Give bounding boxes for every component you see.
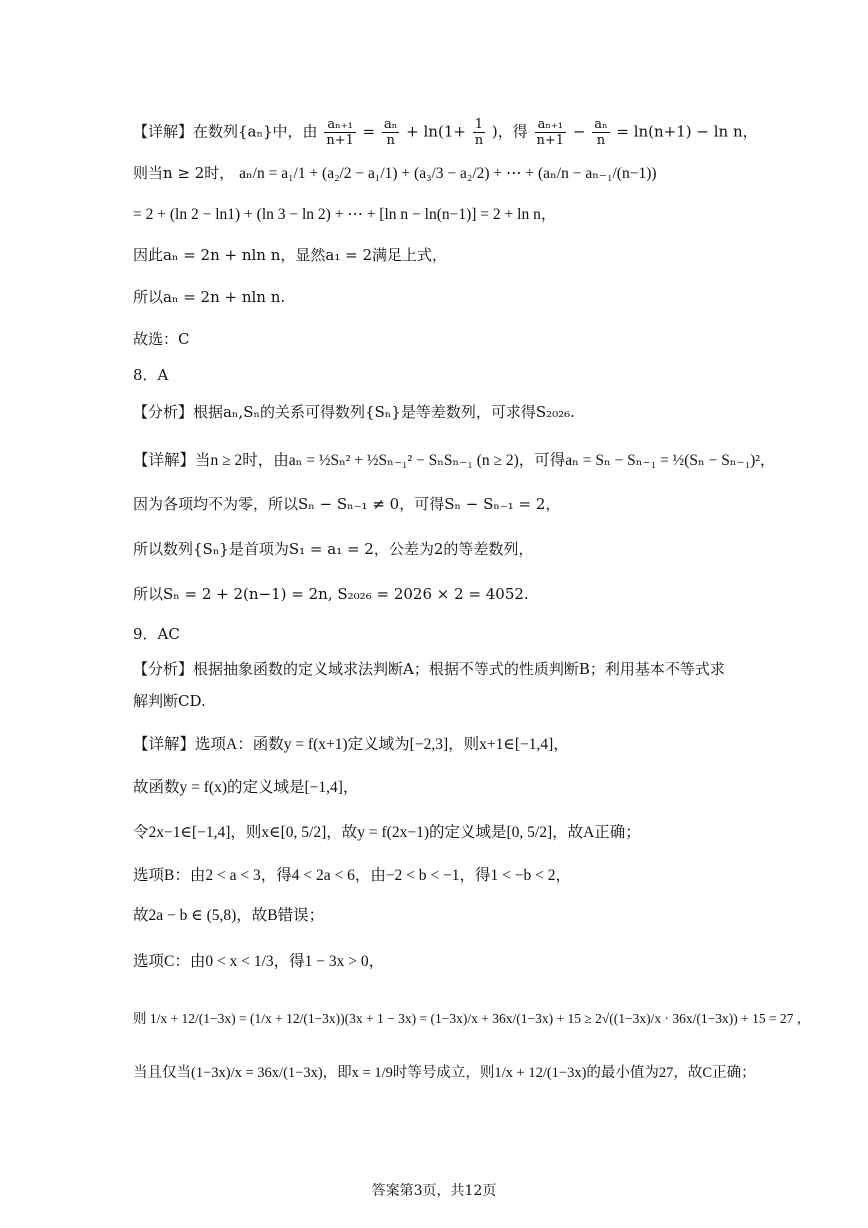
solution-line-8-2: 因为各项均不为零，所以Sₙ − Sₙ₋₁ ≠ 0，可得Sₙ − Sₙ₋₁ = 2， [133,495,561,513]
fraction: $\frac{\text{aₙ}}{n}$ [594,117,608,148]
solution-line-8-4: 所以Sₙ = 2 + 2(n−1) = 2n, S₂₀₂₆ = 2026 × 2 = 4052. [133,585,529,603]
solution-line-9-1: 【详解】选项A：函数y = f(x+1)定义域为[−2,3]，则x+1∈[−1,4]， [133,736,569,753]
solution-line-5: 所以aₙ = 2n + nln n. [133,288,286,306]
solution-line-9-8: 当且仅当(1−3x)/x = 36x/(1−3x)，即x = 1/9时等号成立，则1/x + 12/(1−3x)的最小值为27，故C正确； [133,1065,756,1081]
solution-line-9-4: 选项B：由2 < a < 3，得4 < 2a < 6，由−2 < b < −1，得1 < −b < 2， [133,867,572,884]
solution-line-1: 【详解】在数列{aₙ}中，由 $\frac{\text{aₙ₊₁}}{n+1}$ = $\frac{\text{aₙ}}{n}$ + ln(1+ $\frac{1}{n}$ )，得 $\frac{\text{aₙ₊₁}}{n+1}$ − $\frac{\text{aₙ}}{n}$ = ln(n+1) − ln n， [133,117,758,148]
solution-line-9-3: 令2x−1∈[−1,4]，则x∈[0, 5/2]，故y = f(2x−1)的定义域是[0, 5/2]，故A正确； [133,824,641,841]
fraction: $\frac{\text{aₙ₊₁}}{n+1}$ [536,117,565,148]
fraction: $\frac{1}{n}$ [474,117,484,148]
analysis-line-8: 【分析】根据aₙ,Sₙ的关系可得数列{Sₙ}是等差数列，可求得S₂₀₂₆. [133,403,575,421]
question-number-8: 8．A [133,366,169,384]
solution-line-9-2: 故函数y = f(x)的定义域是[−1,4]， [133,779,359,796]
solution-line-8-3: 所以数列{Sₙ}是首项为S₁ = a₁ = 2，公差为2的等差数列， [133,540,534,558]
question-number-9: 9．AC [133,625,180,643]
solution-line-8-1: 【详解】当n ≥ 2时，由aₙ = ½Sₙ² + ½Sₙ₋₁² − SₙSₙ₋₁ (n ≥ 2)，可得aₙ = Sₙ − Sₙ₋₁ = ½(Sₙ − Sₙ₋₁)²， [133,452,776,469]
solution-line-9-7: 则 1/x + 12/(1−3x) = (1/x + 12/(1−3x))(3x + 1 − 3x) = (1−3x)/x + 36x/(1−3x) + 15 ≥ 2√((1−3x)/x · 36x/(1−3x)) + 15 = 27 ， [133,1011,811,1026]
fraction: $\frac{\text{aₙ₊₁}}{n+1}$ [326,117,354,148]
solution-line-9-5: 故2a − b ∈ (5,8)，故B错误； [133,907,325,924]
solution-line-9-6: 选项C：由0 < x < 1/3，得1 − 3x > 0， [133,953,385,970]
analysis-line-9-2: 解判断CD. [133,692,206,710]
solution-line-2: 则当n ≥ 2时， aₙ/n = a₁/1 + (a₂/2 − a₁/1) + (a₃/3 − a₂/2) + ⋯ + (aₙ/n − aₙ₋₁/(n−1)) [133,164,657,182]
answer-line: 故选：C [133,330,190,348]
solution-line-4: 因此aₙ = 2n + nln n，显然a₁ = 2满足上式， [133,246,447,264]
fraction: $\frac{\text{aₙ}}{n}$ [384,117,398,148]
solution-line-3: = 2 + (ln 2 − ln1) + (ln 3 − ln 2) + ⋯ + [ln n − ln(n−1)] = 2 + ln n， [133,206,557,223]
analysis-line-9-1: 【分析】根据抽象函数的定义域求法判断A；根据不等式的性质判断B；利用基本不等式求 [133,660,725,678]
page-footer: 答案第3页，共12页 [371,1183,497,1199]
